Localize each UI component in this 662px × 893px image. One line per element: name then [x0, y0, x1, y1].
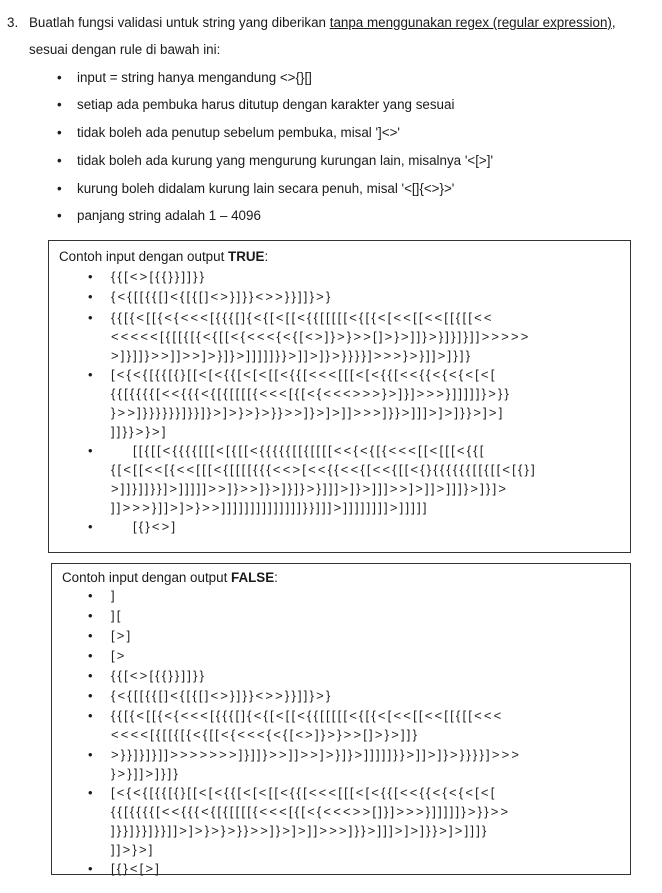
rule-text: input = string hanya mengandung <>{}[]: [77, 70, 312, 85]
bullet: •: [88, 310, 93, 325]
true-example-line: ]]>>>}]]>]>}>>]]]]]]]]]]]]]]}}]]]>]]]]]]]]>]]]]]: [111, 500, 429, 515]
bullet: •: [88, 519, 93, 534]
true-example-line: [[{[[<{{{{[[[<[{[[<{{{{{[[{[[[[<<{<{[{<<<[[<[[[<{{[: [133, 443, 486, 458]
bullet: •: [88, 367, 93, 382]
false-examples-box: [51, 563, 631, 875]
false-example-line: [>]: [111, 628, 133, 643]
false-example-line: ]: [111, 588, 117, 603]
bullet: •: [88, 708, 93, 723]
true-example-line: >]]}]]}}]>]]]]]>>]}>>]}>]}]}>}]]]>]}>]]]>>]>]]>]]]}>]}]>: [111, 481, 509, 496]
bullet: •: [88, 688, 93, 703]
false-example-line: ]}}]}}]}}]]>]>}>}>}}>>]}>]>]]>>>]}}>]]]>]>]}}>]>]]]}: [111, 823, 489, 838]
question-intro-line2: sesuai dengan rule di bawah ini:: [29, 42, 221, 57]
question-number: 3.: [7, 15, 19, 30]
bullet: •: [57, 153, 62, 168]
false-example-line: {<{[[{{[]<{[{[]<>}]}}<>>}}]]}>}: [111, 688, 333, 703]
title-bold: TRUE: [228, 249, 265, 264]
bullet: •: [88, 668, 93, 683]
bullet: •: [57, 181, 62, 196]
false-example-line: {{[{{{{[<<{{{<{[{[[[[{<<<[{[<{<<<>>[]}]>>>}]]]]]}>}}>>: [111, 804, 511, 819]
bullet: •: [88, 443, 93, 458]
false-example-line: <<<<[{[[{[{<{[[<{<<<{<{[<>]}>}>>[]>}>]]}: [111, 727, 420, 742]
true-example-line: }>>]}}}}}}]}}]}>]>}>}>}}>>]}>]>]]>>>]}}>]]]>]>]}}>]>]: [111, 405, 505, 420]
bullet: •: [57, 208, 62, 223]
false-example-line: ]]>}>]: [111, 842, 155, 857]
intro-suffix: ,: [611, 15, 616, 30]
false-example-line: [<{<{[{{[{}[[<[<{{[<[<[[<{{[<<<[[[<[<{{[<<{{<{<{<[<[: [111, 785, 497, 800]
true-example-line: [{}<>]: [133, 519, 178, 534]
false-example-line: {{[<>[{{}}]]}}: [111, 668, 207, 683]
rule-text: kurung boleh didalam kurung lain secara penuh, misal '<[]{<>}>': [77, 181, 455, 196]
title-bold: FALSE: [231, 570, 275, 585]
bullet: •: [88, 588, 93, 603]
bullet: •: [88, 289, 93, 304]
true-example-line: [<{<{[{{[{}[[<[<{{[<[<[[<{{[<<<[[[<[<{{[<<{{<{<{<[<[: [111, 367, 497, 382]
false-box-title: [62, 570, 278, 585]
bullet: •: [88, 648, 93, 663]
true-example-line: <<<<<[{[[{[{<{[[<{<<<{<{[<>]}>}>>[]>}>]]}>}]}]}]]>>>>>: [111, 329, 531, 344]
bullet: •: [57, 70, 62, 85]
question-intro: [29, 15, 616, 30]
bullet: •: [57, 97, 62, 112]
false-example-line: {{[{<[[{<{<<<[{{{[]{<{[<[[<{{[[[[[<{[{<[<<[[<<[[{[[<<<: [111, 708, 504, 723]
true-example-line: {[<[[<<[{<<[[[<{[[[[{{{<<>[<<{{<<{[<<{[[<{}{{{{{{[[{[[<[{}]: [111, 462, 537, 477]
bullet: •: [57, 125, 62, 140]
bullet: •: [88, 785, 93, 800]
bullet: •: [88, 861, 93, 876]
true-example-line: {{[<>[{{}}]]}}: [111, 269, 207, 284]
title-suffix: :: [264, 249, 269, 264]
true-example-line: {{[{<[[{<{<<<[{{{[]{<{[<[[<{{[[[[[<{[{<[<<[[<<[[{[[<<: [111, 310, 494, 325]
true-box-title: [59, 249, 268, 264]
rule-text: tidak boleh ada penutup sebelum pembuka, misal ']<>': [77, 125, 400, 140]
title-suffix: :: [274, 570, 278, 585]
false-example-line: [{}<[>]: [111, 861, 162, 876]
false-example-line: ][: [111, 608, 123, 623]
bullet: •: [88, 747, 93, 762]
false-example-line: }>}]]>]}]}: [111, 766, 180, 781]
rule-text: tidak boleh ada kurung yang mengurung kurungan lain, misalnya '<[>]': [77, 153, 494, 168]
bullet: •: [88, 269, 93, 284]
intro-underlined: tanpa menggunakan regex (regular expression): [329, 15, 612, 30]
title-prefix: Contoh input dengan output: [62, 570, 232, 585]
true-example-line: {{[{{{{[<<{{{<{[{[[[[{<<<[{[<{<<<>>>}>]}]>>>}]]]]]}>}}: [111, 386, 512, 401]
rule-text: setiap ada pembuka harus ditutup dengan karakter yang sesuai: [77, 97, 455, 112]
true-examples-box: [48, 240, 631, 553]
false-example-line: >}}]}]}]]>>>>>>>]}]]}>>]]>>]>}]}>]]]]]}}>]]>]}>}}}}]>>>: [111, 747, 522, 762]
title-prefix: Contoh input dengan output: [59, 249, 229, 264]
bullet: •: [88, 608, 93, 623]
intro-prefix: Buatlah fungsi validasi untuk string yang diberikan: [29, 15, 330, 30]
true-example-line: {<{[[{{[]<{[{[]<>}]}}<>>}}]]}>}: [111, 289, 333, 304]
true-example-line: >]}]]}>>]]>>]>}]}>]]]]]}}>]]>]}>}}}}]>>>}>}]]>]}]}: [111, 348, 473, 363]
rule-text: panjang string adalah 1 – 4096: [77, 208, 261, 223]
false-example-line: [>: [111, 648, 127, 663]
true-example-line: ]]}}>}>]: [111, 424, 168, 439]
bullet: •: [88, 628, 93, 643]
